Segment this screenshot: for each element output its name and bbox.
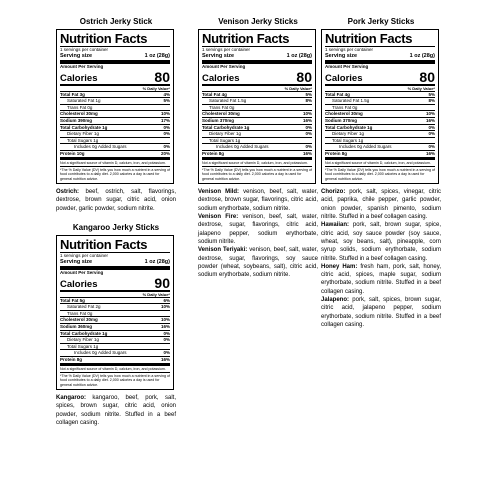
product-title: Venison Jerky Sticks [218,17,298,26]
nutrient-label: Trans Fat 0g [209,104,235,110]
flavor-name: Venison Mild: [198,189,240,196]
nutrient-row [60,357,170,366]
nutrient-label: Saturated Fat 1.5g [209,98,247,104]
nutrient-row [202,131,312,138]
nutrient-row [60,131,170,138]
nutrient-dv: 4% [163,91,170,97]
nutrient-label: Cholesterol 30mg [325,111,363,117]
nutrient-label: Saturated Fat 2g [67,304,101,310]
nutrient-label: Protein 8g [202,150,225,156]
serving-size-row [325,53,435,64]
ingredient-paragraph [321,188,441,221]
ingredients-block [56,394,176,427]
nutrient-row [202,111,312,118]
nutrient-label: Trans Fat 0g [67,104,93,110]
ingredient-paragraph [198,213,318,246]
product-kangaroo [56,223,176,427]
nutrient-row [325,144,435,151]
nutrient-row [202,92,312,99]
amount-per-serving: Amount Per Serving [202,63,246,69]
nutrient-label: Total Fat 4g [325,91,350,97]
nutrient-row [60,298,170,305]
nutrient-dv: 16% [302,150,312,156]
nutrient-label: Includes 0g Added Sugars [74,350,127,356]
footnote-daily-value: *The % Daily Value (DV) tells you how much a nutrient in a serving of food contributes to a daily diet. 2,000 calories a day is used for general nutrition advice. [60,373,170,387]
nutrient-dv: 17% [160,117,170,123]
nutrient-label: Total Fat 3g [60,91,85,97]
flavor-name: Hawaiian: [321,222,350,229]
nutrient-row [60,304,170,311]
serving-size-label: Serving size [202,52,235,59]
ingredient-paragraph [321,221,441,262]
nutrient-row [325,98,435,105]
nutrient-row [325,111,435,118]
ingredient-list: fresh ham, pork, salt, honey, citric acid, spices, maple sugar, sodium erythorbate, sodium nitrite. Stuffed in a beef collagen casing. [321,263,441,295]
nutrient-dv: 10% [160,111,170,117]
ingredient-paragraph [321,296,441,329]
daily-value-header: % Daily Value* [325,86,435,92]
serving-size-value: 1 oz (28g) [144,52,170,59]
ingredient-paragraph [321,263,441,296]
nutrient-label: Cholesterol 30mg [202,111,240,117]
ingredients-block [56,188,176,213]
nutrition-label [198,29,316,184]
calories-row [60,276,170,292]
nutrient-row [325,138,435,145]
daily-value-header: % Daily Value* [60,292,170,298]
flavor-name: Honey Ham: [321,263,358,270]
nutrient-dv: 0% [163,350,170,356]
nutrient-dv: 10% [160,317,170,323]
footnote-daily-value: *The % Daily Value (DV) tells you how much a nutrient in a serving of food contributes to a daily diet. 2,000 calories a day is used for general nutrition advice. [202,167,312,181]
product-title: Kangaroo Jerky Sticks [72,223,160,232]
nutrient-dv: 0% [305,144,312,150]
serving-size-value: 1 oz (28g) [409,52,435,59]
nutrient-dv: 0% [163,131,170,137]
nutrient-row [60,138,170,145]
nutrient-dv: 10% [425,111,435,117]
nutrient-row [60,337,170,344]
nutrient-label: Dietary Fiber 1g [332,131,365,137]
nutrient-label: Includes 0g Added Sugars [74,144,127,150]
flavor-name: Venison Teriyaki: [198,247,248,254]
nutrient-row [202,105,312,112]
serving-size-row [60,259,170,270]
serving-size-value: 1 oz (28g) [144,258,170,265]
nutrient-row [202,125,312,132]
footnote-vitamins: Not a significant source of vitamin D, calcium, iron, and potassium. [60,366,170,373]
nutrient-label: Includes 0g Added Sugars [339,144,392,150]
nutrient-row [60,350,170,357]
nutrient-dv: 5% [305,91,312,97]
calories-value: 80 [296,68,312,85]
ingredient-list: kangaroo, beef, pork, salt, spices, brown sugar, citric acid, onion powder, sodium nitrite. Stuffed in a beef collagen casing. [56,395,176,427]
nutrient-label: Dietary Fiber 1g [209,131,242,137]
calories-value: 80 [154,68,170,85]
nutrient-row [60,98,170,105]
nutrient-dv: 0% [163,124,170,130]
nutrient-row [325,125,435,132]
nutrition-facts-heading: Nutrition Facts [60,238,170,253]
nutrient-dv: 16% [302,117,312,123]
nutrient-dv: 5% [163,98,170,104]
nutrient-dv: 20% [160,150,170,156]
nutrient-row [60,331,170,338]
calories-row [202,70,312,86]
nutrition-facts-heading: Nutrition Facts [202,32,312,47]
ingredient-list: venison, beef, salt, water, dextrose, sugar, flavorings, citric acid, jalapeno pepper, sodium erythorbate, sodium nitrite. [198,214,318,245]
nutrient-label: Sodium 390mg [60,117,93,123]
nutrient-row [325,105,435,112]
nutrient-label: Total Sugars 1g [67,343,99,349]
nutrient-label: Trans Fat 0g [67,310,93,316]
nutrient-label: Dietary Fiber 1g [67,131,100,137]
product-ostrich [56,17,176,213]
footnote-daily-value: *The % Daily Value (DV) tells you how much a nutrient in a serving of food contributes to a daily diet. 2,000 calories a day is used for general nutrition advice. [60,167,170,181]
nutrient-row [60,105,170,112]
nutrient-dv: 16% [160,356,170,362]
calories-value: 90 [154,274,170,291]
nutrient-row [60,344,170,351]
amount-per-serving: Amount Per Serving [60,63,104,69]
daily-value-header: % Daily Value* [60,86,170,92]
nutrient-row [325,118,435,125]
serving-size-label: Serving size [60,258,93,265]
nutrient-row [202,151,312,160]
nutrient-dv: 0% [163,144,170,150]
flavor-name: Chorizo: [321,189,346,196]
nutrient-row [325,92,435,99]
nutrient-dv: 10% [302,111,312,117]
product-pork [321,17,441,329]
nutrient-dv: 16% [160,323,170,329]
footnote-daily-value: *The % Daily Value (DV) tells you how much a nutrient in a serving of food contributes to a daily diet. 2,000 calories a day is used for general nutrition advice. [325,167,435,181]
nutrient-dv: 0% [305,131,312,137]
nutrient-label: Total Sugars 1g [67,137,99,143]
nutrient-row [60,317,170,324]
nutrient-dv: 0% [428,124,435,130]
nutrient-row [60,92,170,99]
nutrient-dv: 0% [163,337,170,343]
flavor-name: Jalapeno: [321,297,350,304]
ingredient-list: venison, beef, salt, water, dextrose, sugar, flavorings, soy sauce powder (wheat, soybeans, salt), citric acid, sodium erythorbate, sodium nitrite. [198,247,318,279]
nutrient-dv: 0% [428,131,435,137]
nutrient-dv: 6% [163,297,170,303]
ingredient-paragraph [56,188,176,213]
nutrient-label: Total Sugars 1g [209,137,241,143]
ingredient-list: pork, salt, spices, vinegar, citric acid, paprika, chile pepper, garlic powder, onion powder, spanish pimento, sodium nitrite. Stuffed in a beef collagen casing. [321,189,441,221]
nutrient-label: Total Carbohydrate 1g [325,124,373,130]
servings-per-container: 1 servings per container [60,253,109,258]
nutrient-dv: 8% [428,98,435,104]
calories-value: 80 [419,68,435,85]
nutrient-dv: 16% [425,117,435,123]
nutrient-label: Total Fat 5g [60,297,85,303]
ingredient-paragraph [198,246,318,279]
nutrient-dv: 8% [305,98,312,104]
nutrition-label [321,29,439,184]
nutrient-dv: 0% [428,144,435,150]
nutrient-label: Protein 8g [60,356,83,362]
nutrition-label [56,29,174,184]
nutrient-label: Total Sugars 1g [332,137,364,143]
footnote-vitamins: Not a significant source of vitamin D, calcium, iron, and potassium. [60,160,170,167]
nutrient-label: Sodium 370mg [325,117,358,123]
nutrient-row [202,98,312,105]
footnote-vitamins: Not a significant source of vitamin D, calcium, iron, and potassium. [202,160,312,167]
serving-size-value: 1 oz (28g) [286,52,312,59]
ingredient-paragraph [56,394,176,427]
nutrient-label: Includes 0g Added Sugars [216,144,269,150]
nutrient-dv: 0% [305,124,312,130]
serving-size-label: Serving size [325,52,358,59]
footnote-vitamins: Not a significant source of vitamin D, calcium, iron, and potassium. [325,160,435,167]
nutrient-row [60,111,170,118]
nutrient-dv: 5% [428,91,435,97]
nutrient-label: Saturated Fat 1g [67,98,101,104]
flavor-name: Kangaroo: [56,395,86,402]
calories-label: Calories [325,72,363,84]
nutrient-label: Total Fat 4g [202,91,227,97]
nutrient-row [202,144,312,151]
serving-size-row [60,53,170,64]
ingredients-block [198,188,318,279]
nutrient-label: Total Carbohydrate 1g [60,330,108,336]
nutrient-dv: 0% [163,330,170,336]
nutrient-label: Sodium 370mg [202,117,235,123]
serving-size-row [202,53,312,64]
ingredient-list: venison, beef, salt, water, dextrose, brown sugar, flavorings, citric acid, sodium erythorbate, sodium nitrite. [198,189,318,212]
product-venison [198,17,318,279]
flavor-name: Venison Fire: [198,214,239,221]
calories-row [325,70,435,86]
ingredient-list: beef, ostrich, salt, flavorings, dextrose, brown sugar, citric acid, onion powder, garlic powder, sodium nitrite. [56,189,176,212]
ingredient-list: pork, salt, brown sugar, spice, citric acid, soy sauce powder (soy sauce, wheat, soy beans, salt), pineapple, corn syrup solids, sodium erythorbate, sodium nitrite. Stuffed in a beef collagen casing. [321,222,441,262]
calories-label: Calories [60,278,98,290]
nutrient-label: Protein 8g [325,150,348,156]
nutrient-row [60,324,170,331]
flavor-name: Ostrich: [56,189,80,196]
ingredient-list: pork, salt, spices, brown sugar, citric acid, jalapeno pepper, sodium erythorbate, sodium nitrite. Stuffed in a beef collagen casing. [321,297,441,328]
calories-label: Calories [60,72,98,84]
daily-value-header: % Daily Value* [202,86,312,92]
nutrient-row [325,151,435,160]
nutrient-label: Trans Fat 0g [332,104,358,110]
nutrient-dv: 10% [160,304,170,310]
amount-per-serving: Amount Per Serving [325,63,369,69]
servings-per-container: 1 servings per container [202,47,251,52]
servings-per-container: 1 servings per container [60,47,109,52]
nutrition-facts-heading: Nutrition Facts [325,32,435,47]
product-title: Ostrich Jerky Stick [79,17,153,26]
nutrient-row [202,138,312,145]
serving-size-label: Serving size [60,52,93,59]
nutrition-facts-heading: Nutrition Facts [60,32,170,47]
nutrient-label: Cholesterol 30mg [60,111,98,117]
nutrient-row [60,151,170,160]
nutrition-label [56,235,174,390]
nutrient-row [60,144,170,151]
calories-label: Calories [202,72,240,84]
nutrient-label: Total Carbohydrate 1g [60,124,108,130]
nutrient-row [325,131,435,138]
product-title: Pork Jerky Sticks [347,17,415,26]
ingredient-paragraph [198,188,318,213]
nutrient-row [60,118,170,125]
amount-per-serving: Amount Per Serving [60,269,104,275]
calories-row [60,70,170,86]
nutrient-row [202,118,312,125]
nutrient-dv: 16% [425,150,435,156]
nutrient-label: Protein 10g [60,150,85,156]
nutrient-label: Dietary Fiber 1g [67,337,100,343]
servings-per-container: 1 servings per container [325,47,374,52]
nutrient-label: Sodium 360mg [60,323,93,329]
nutrient-row [60,311,170,318]
nutrient-label: Saturated Fat 1.5g [332,98,370,104]
nutrient-label: Cholesterol 30mg [60,317,98,323]
nutrient-row [60,125,170,132]
ingredients-block [321,188,441,329]
nutrient-label: Total Carbohydrate 1g [202,124,250,130]
